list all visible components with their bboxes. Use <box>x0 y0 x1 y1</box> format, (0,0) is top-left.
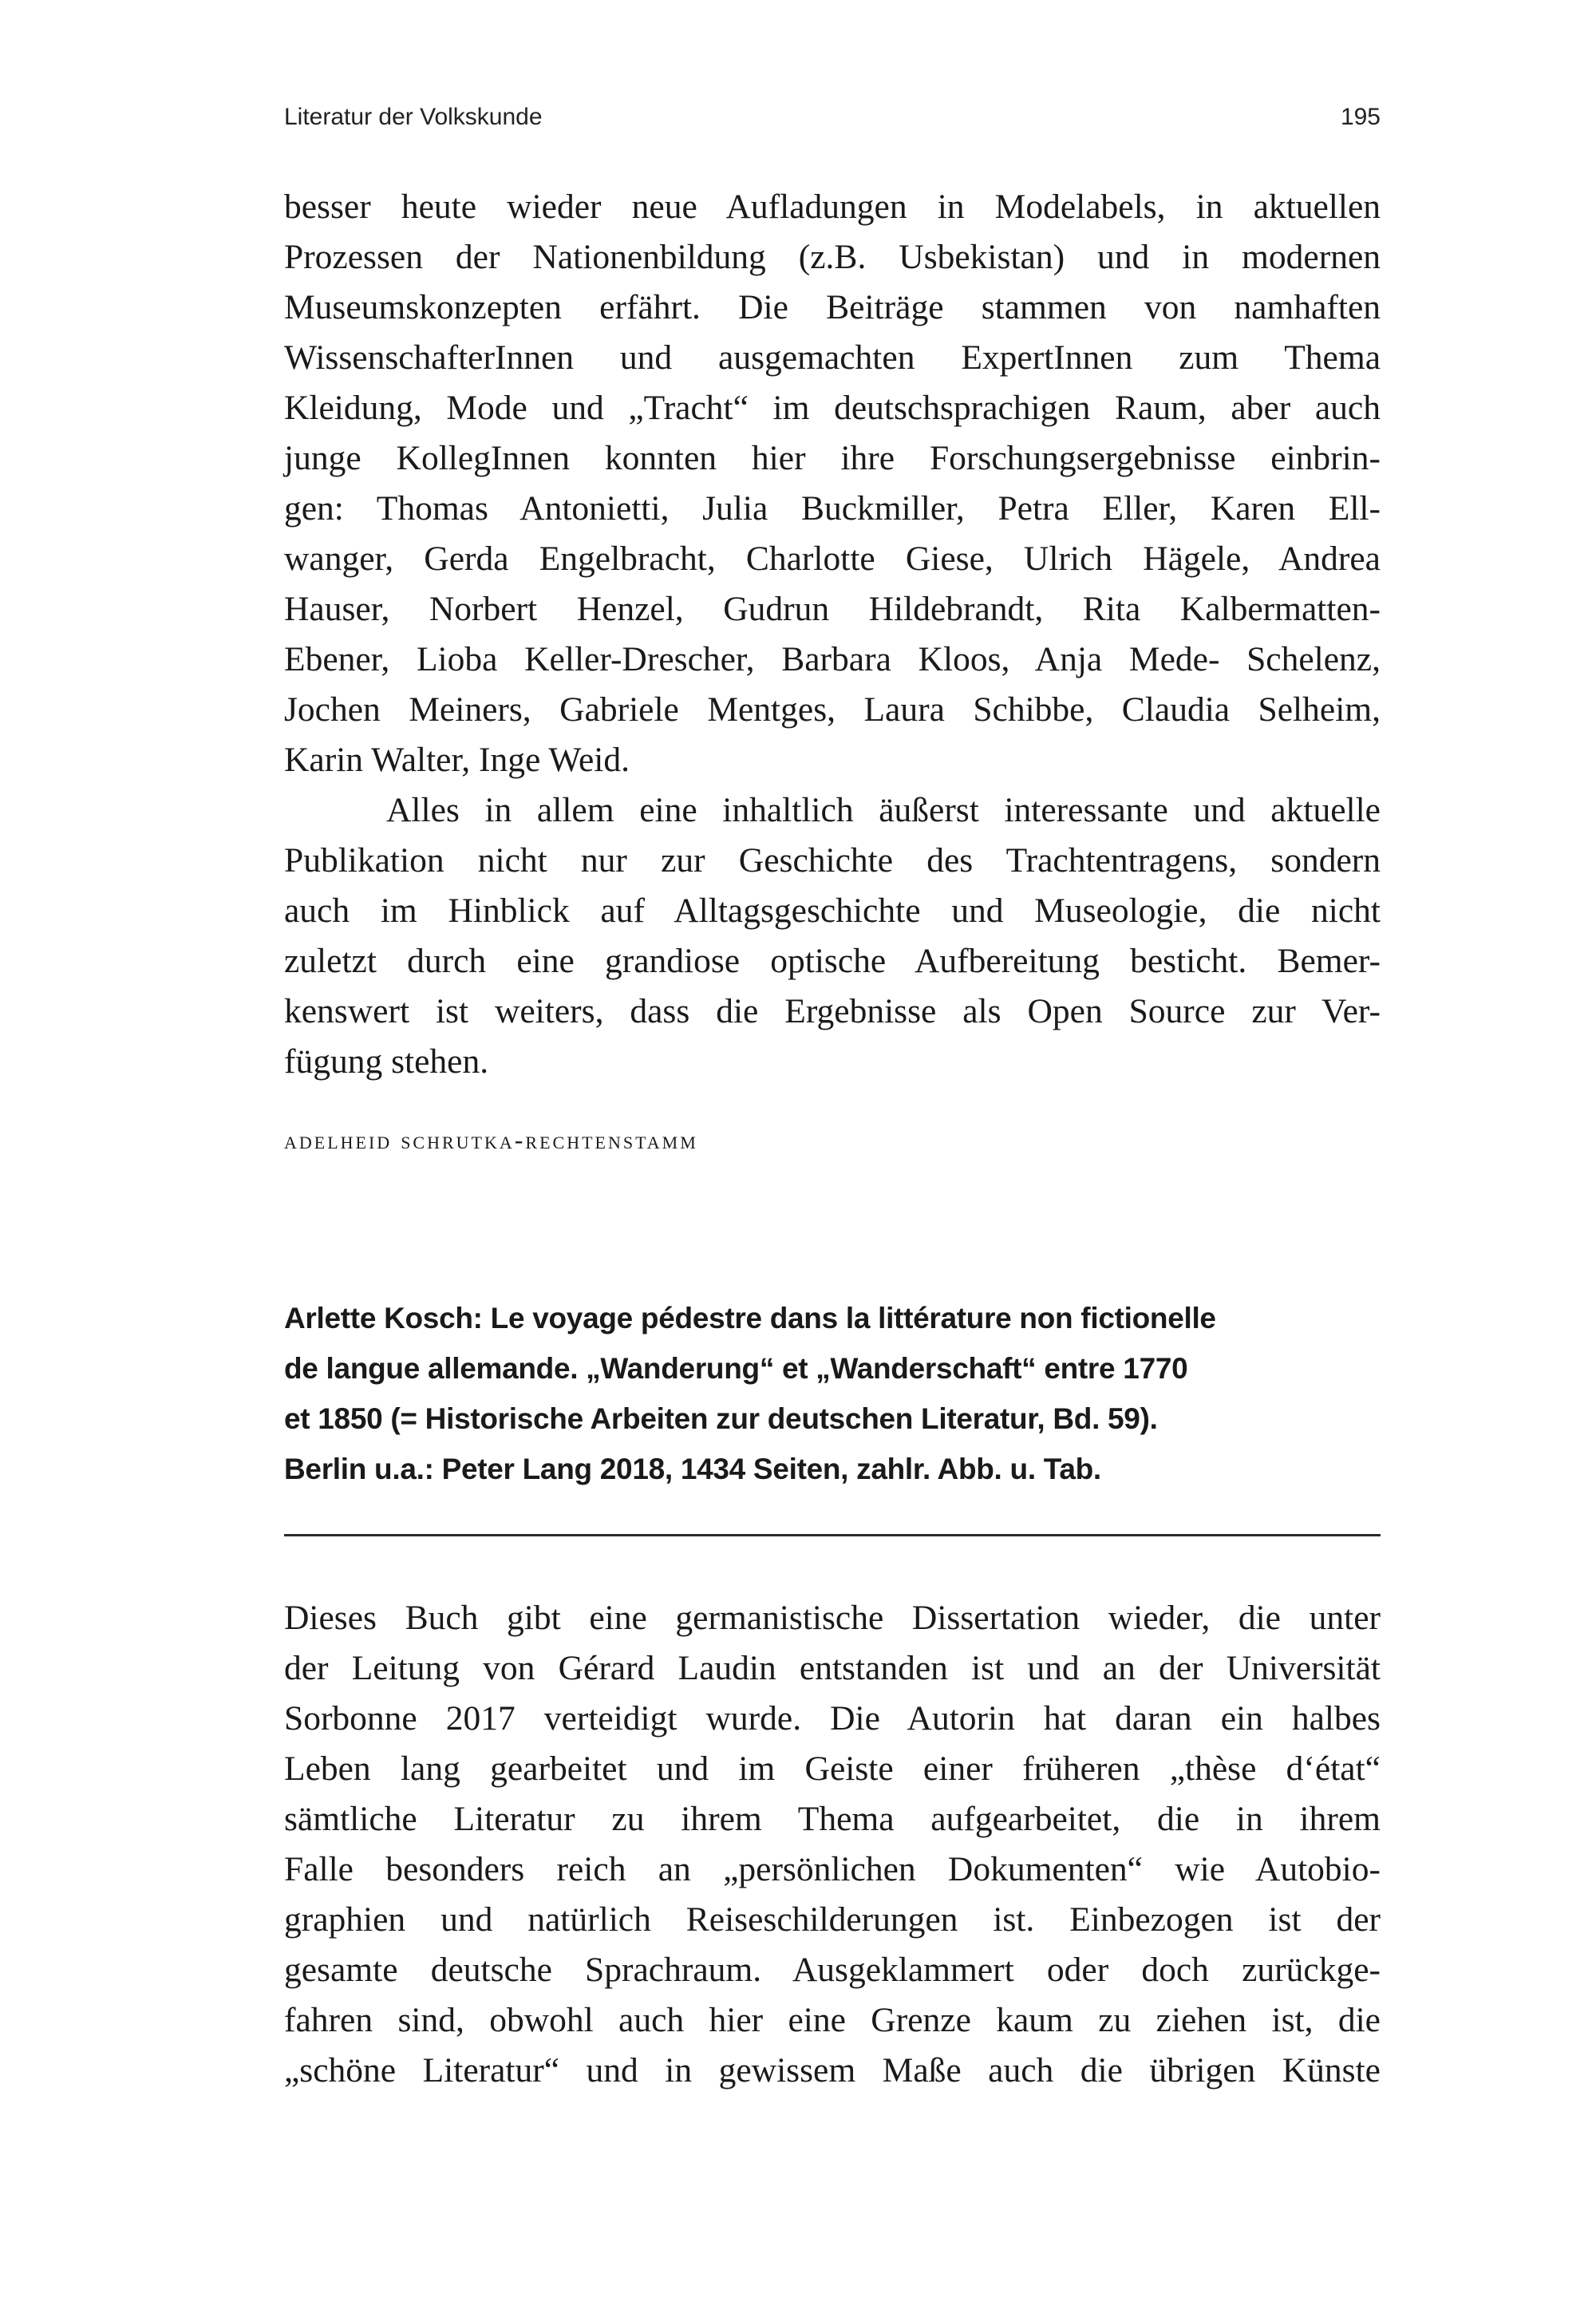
text-line: wanger, Gerda Engelbracht, Charlotte Giese, Ulrich Hägele, Andrea <box>284 540 1381 578</box>
running-header <box>284 104 1381 139</box>
text-line: Alles in allem eine inhaltlich äußerst interessante und aktuelle <box>386 791 1381 829</box>
text-line: gen: Thomas Antonietti, Julia Buckmiller, Petra Eller, Karen Ell- <box>284 489 1381 528</box>
text-line: junge KollegInnen konnten hier ihre Forschungsergebnisse einbrin- <box>284 439 1381 477</box>
heading-line: Berlin u.a.: Peter Lang 2018, 1434 Seiten, zahlr. Abb. u. Tab. <box>284 1453 1101 1485</box>
heading-line: et 1850 (= Historische Arbeiten zur deutschen Literatur, Bd. 59). <box>284 1402 1158 1435</box>
text-line: Prozessen der Nationenbildung (z.B. Usbekistan) und in modernen <box>284 238 1381 276</box>
text-line: graphien und natürlich Reiseschilderungen ist. Einbezogen ist der <box>284 1900 1381 1939</box>
text-line: Leben lang gearbeitet und im Geiste einer früheren „thèse d‘état“ <box>284 1750 1381 1788</box>
text-line: besser heute wieder neue Aufladungen in Modelabels, in aktuellen <box>284 188 1381 226</box>
text-line: WissenschafterInnen und ausgemachten ExpertInnen zum Thema <box>284 338 1381 377</box>
text-line: Kleidung, Mode und „Tracht“ im deutschsprachigen Raum, aber auch <box>284 389 1381 427</box>
review2-paragraph-1 <box>284 1593 1381 2096</box>
text-line: Ebener, Lioba Keller-Drescher, Barbara Kloos, Anja Mede- Schelenz, <box>284 640 1381 678</box>
review2-bibliographic-heading <box>284 1293 1381 1494</box>
text-line: Dieses Buch gibt eine germanistische Dissertation wieder, die unter <box>284 1599 1381 1637</box>
horizontal-divider <box>284 1534 1381 1536</box>
text-line: auch im Hinblick auf Alltagsgeschichte und Museologie, die nicht <box>284 892 1381 930</box>
text-line: fügung stehen. <box>284 1042 489 1081</box>
text-line: fahren sind, obwohl auch hier eine Grenze kaum zu ziehen ist, die <box>284 2001 1381 2039</box>
text-line: zuletzt durch eine grandiose optische Aufbereitung besticht. Bemer- <box>284 942 1381 980</box>
text-line: der Leitung von Gérard Laudin entstanden ist und an der Universität <box>284 1649 1381 1687</box>
review1-paragraph-1 <box>284 182 1381 785</box>
text-line: Jochen Meiners, Gabriele Mentges, Laura Schibbe, Claudia Selheim, <box>284 690 1381 729</box>
text-line: Sorbonne 2017 verteidigt wurde. Die Autorin hat daran ein halbes <box>284 1699 1381 1738</box>
text-line: Publikation nicht nur zur Geschichte des Trachtentragens, sondern <box>284 841 1381 880</box>
heading-line: de langue allemande. „Wanderung“ et „Wanderschaft“ entre 1770 <box>284 1352 1188 1385</box>
text-line: sämtliche Literatur zu ihrem Thema aufgearbeitet, die in ihrem <box>284 1800 1381 1838</box>
text-line: Museumskonzepten erfährt. Die Beiträge stammen von namhaften <box>284 288 1381 326</box>
review1-paragraph-2 <box>284 785 1381 1087</box>
text-line: gesamte deutsche Sprachraum. Ausgeklammert oder doch zurückge- <box>284 1951 1381 1989</box>
text-line: „schöne Literatur“ und in gewissem Maße auch die übrigen Künste <box>284 2051 1381 2090</box>
text-line: kenswert ist weiters, dass die Ergebnisse als Open Source zur Ver- <box>284 992 1381 1030</box>
running-head-title: Literatur der Volkskunde <box>284 104 543 130</box>
text-line: Hauser, Norbert Henzel, Gudrun Hildebrandt, Rita Kalbermatten- <box>284 590 1381 628</box>
text-line: Karin Walter, Inge Weid. <box>284 741 630 779</box>
page-number: 195 <box>1340 104 1381 130</box>
heading-line: Arlette Kosch: Le voyage pédestre dans la littérature non fictionelle <box>284 1302 1216 1334</box>
text-line: Falle besonders reich an „persönlichen Dokumenten“ wie Autobio- <box>284 1850 1381 1888</box>
reviewer-signature: adelheid schrutka-rechtenstamm <box>284 1125 698 1154</box>
